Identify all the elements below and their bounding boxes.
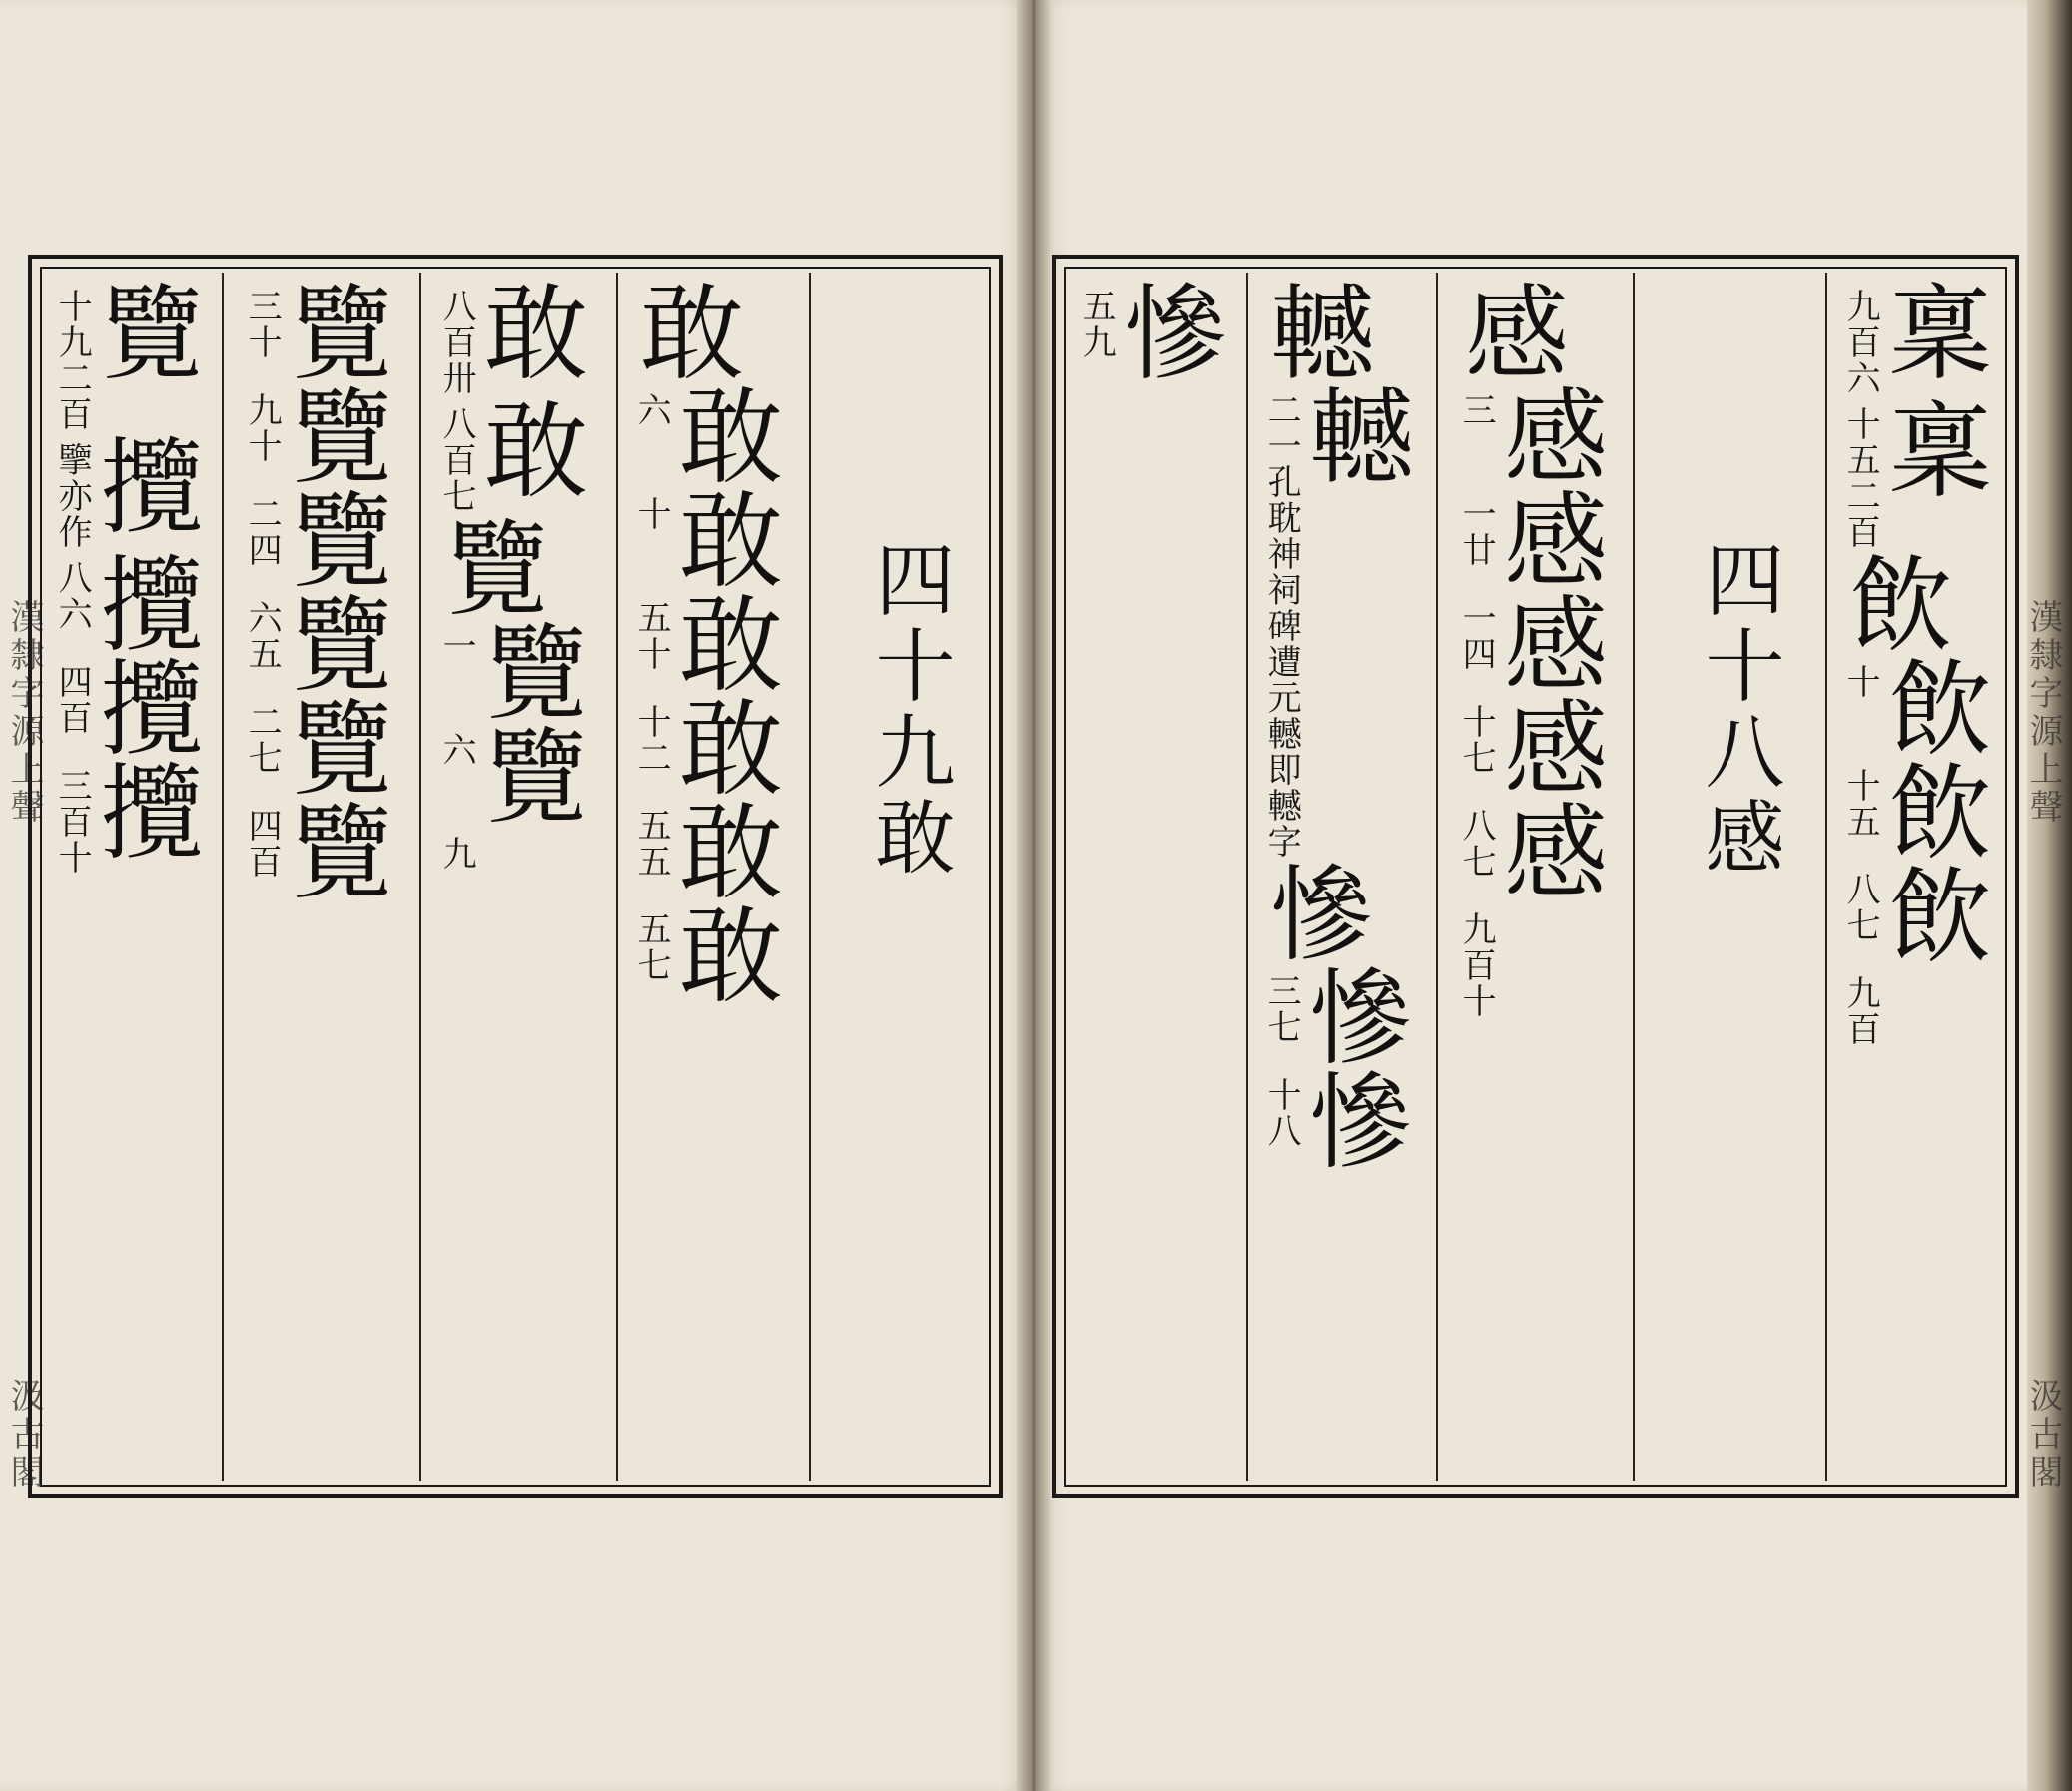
source-note: 九百 xyxy=(1840,975,1881,1047)
column-entries xyxy=(1076,279,1229,382)
source-note: 三十 xyxy=(242,289,283,360)
column-entries xyxy=(1447,279,1609,1019)
source-note: 二七 xyxy=(242,704,283,776)
left-margin-title: 漢隸字源上聲 xyxy=(4,599,44,827)
column-rule xyxy=(809,273,811,1481)
source-note: 五七 xyxy=(631,911,672,983)
character-glyph: 飲 xyxy=(1870,758,1993,862)
column-rule xyxy=(616,273,618,1481)
source-note: 十七 xyxy=(1456,704,1497,776)
book-edge xyxy=(2027,0,2072,1791)
left-margin-folio: 汲古閣 xyxy=(4,1378,44,1492)
column-rule xyxy=(419,273,421,1481)
source-note: 四百 xyxy=(52,664,93,736)
source-note: 六 xyxy=(436,732,477,768)
character-glyph: 覽 xyxy=(272,798,394,901)
character-glyph: 覽 xyxy=(272,279,394,382)
source-note: 一 xyxy=(436,628,477,664)
character-glyph: 稟 xyxy=(1870,396,1993,500)
source-note: 九十 xyxy=(242,392,283,464)
column-rule xyxy=(1246,273,1248,1481)
source-note: 擥亦作 xyxy=(52,442,93,550)
character-glyph: 慘 xyxy=(1291,1067,1414,1171)
character-glyph: 敢 xyxy=(466,396,589,500)
character-glyph: 慘 xyxy=(1106,279,1229,382)
source-note: 五十 xyxy=(631,600,672,672)
character-glyph: 敢 xyxy=(466,279,589,382)
character-glyph: 感 xyxy=(1486,694,1609,798)
character-glyph: 敢 xyxy=(661,798,784,901)
column-rule xyxy=(1436,273,1438,1481)
source-note: 八七 xyxy=(1456,808,1497,880)
character-glyph: 攬 xyxy=(82,758,205,862)
character-glyph: 感 xyxy=(1447,279,1569,382)
source-note: 八百七 xyxy=(436,406,477,514)
character-glyph: 覽 xyxy=(272,590,394,694)
column-rule xyxy=(1825,273,1827,1481)
source-note: 三 xyxy=(1456,392,1497,428)
source-note: 十 xyxy=(1840,664,1881,700)
source-note: 二一孔耽神祠碑遭元轗即轗字 xyxy=(1261,392,1302,860)
source-note: 十五 xyxy=(1840,768,1881,840)
character-glyph: 感 xyxy=(1486,798,1609,901)
character-glyph: 轗 xyxy=(1252,279,1374,382)
character-glyph: 飲 xyxy=(1831,550,1953,654)
column-entries xyxy=(1831,279,1993,1047)
source-note: 三七 xyxy=(1261,973,1302,1045)
column-entries xyxy=(622,279,784,1005)
section-header: 四十九敢 xyxy=(862,538,955,882)
source-note: 十九二百 xyxy=(52,289,93,432)
character-glyph: 攬 xyxy=(82,432,205,536)
character-glyph: 覽 xyxy=(466,722,589,826)
character-glyph: 敢 xyxy=(661,694,784,798)
source-note: 五五 xyxy=(631,808,672,880)
source-note: 一四 xyxy=(1456,600,1497,672)
column-rule xyxy=(1633,273,1635,1481)
character-glyph: 感 xyxy=(1486,382,1609,486)
character-glyph: 轗 xyxy=(1291,382,1414,486)
column-rule xyxy=(222,273,224,1481)
character-glyph: 飲 xyxy=(1870,654,1993,758)
column-entries xyxy=(427,279,589,872)
character-glyph: 覽 xyxy=(82,279,205,382)
character-glyph: 敢 xyxy=(661,590,784,694)
character-glyph: 敢 xyxy=(661,901,784,1005)
source-note: 九百十 xyxy=(1456,911,1497,1019)
section-header: 四十八感 xyxy=(1692,538,1784,882)
column-entries xyxy=(242,279,394,901)
character-glyph: 慘 xyxy=(1252,860,1374,963)
source-note: 四百 xyxy=(242,808,283,880)
right-margin-folio: 汲古閣 xyxy=(2023,1378,2063,1492)
right-margin-title: 漢隸字源上聲 xyxy=(2023,599,2063,827)
source-note: 六五 xyxy=(242,600,283,672)
character-glyph: 敢 xyxy=(661,486,784,590)
source-note: 十五二百 xyxy=(1840,406,1881,550)
character-glyph: 攬 xyxy=(82,654,205,758)
source-note: 九 xyxy=(436,836,477,872)
character-glyph: 敢 xyxy=(661,382,784,486)
source-note: 八百卅 xyxy=(436,289,477,396)
source-note: 九百六 xyxy=(1840,289,1881,396)
left-text-frame xyxy=(28,255,1003,1498)
character-glyph: 攬 xyxy=(82,550,205,654)
right-text-frame xyxy=(1052,255,2019,1498)
character-glyph: 稟 xyxy=(1870,279,1993,382)
character-glyph: 飲 xyxy=(1870,862,1993,965)
column-entries xyxy=(1252,279,1414,1171)
source-note: 八六 xyxy=(52,560,93,632)
source-note: 十八 xyxy=(1261,1077,1302,1149)
character-glyph: 感 xyxy=(1486,486,1609,590)
book-gutter xyxy=(1017,0,1050,1791)
source-note: 三百十 xyxy=(52,768,93,876)
source-note: 十二 xyxy=(631,704,672,776)
character-glyph: 覽 xyxy=(272,382,394,486)
source-note: 八七 xyxy=(1840,872,1881,943)
character-glyph: 慘 xyxy=(1291,963,1414,1067)
column-entries xyxy=(52,279,205,876)
source-note: 六 xyxy=(631,392,672,428)
source-note: 一廿 xyxy=(1456,496,1497,568)
character-glyph: 覽 xyxy=(272,694,394,798)
source-note: 十 xyxy=(631,496,672,532)
character-glyph: 覽 xyxy=(427,514,549,618)
source-note: 二四 xyxy=(242,496,283,568)
character-glyph: 敢 xyxy=(622,279,744,382)
character-glyph: 覽 xyxy=(272,486,394,590)
character-glyph: 覽 xyxy=(466,618,589,722)
character-glyph: 感 xyxy=(1486,590,1609,694)
source-note: 五九 xyxy=(1076,289,1117,360)
